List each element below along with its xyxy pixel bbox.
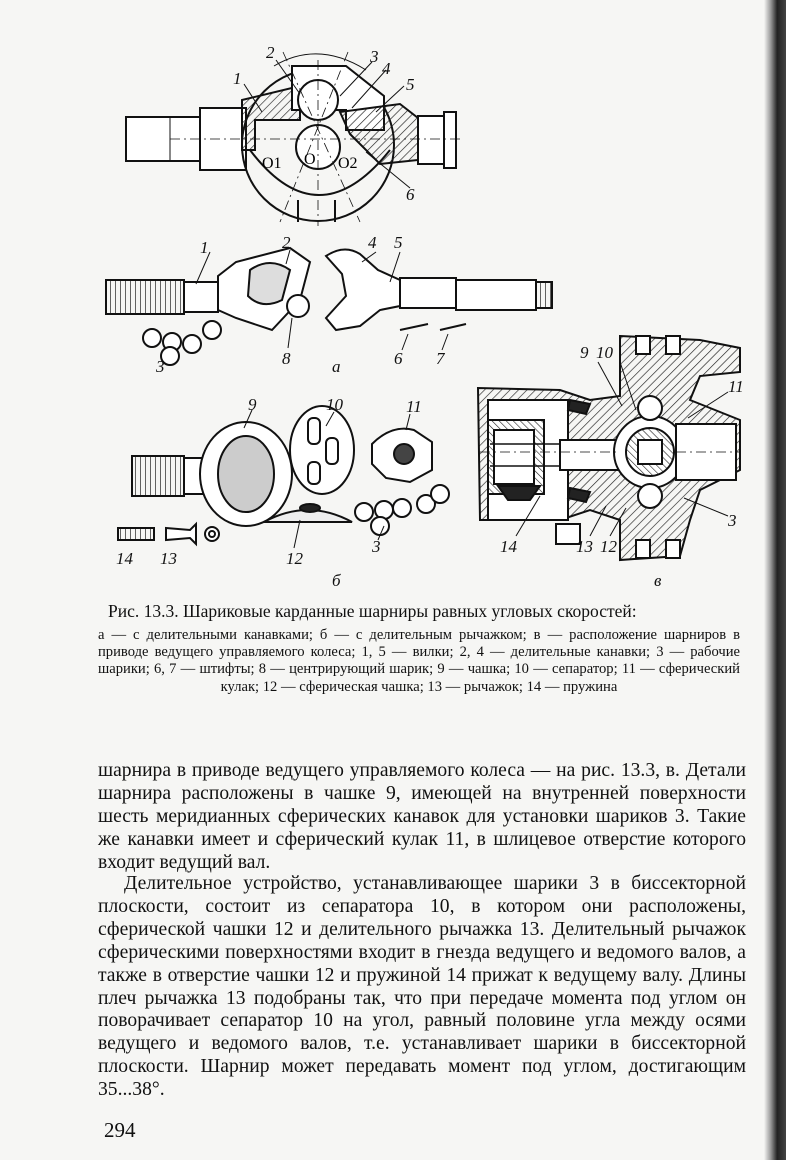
label-a-4: 4 (368, 233, 377, 252)
figure-caption-title: Рис. 13.3. Шариковые карданные шарниры равных угловых скоростей: (108, 601, 637, 621)
sublabel-b: б (332, 571, 341, 590)
label-a-6: 6 (394, 349, 403, 368)
label-a-1: 1 (200, 238, 209, 257)
figure-a-exploded (106, 248, 552, 365)
label-top-6: 6 (406, 185, 415, 204)
label-v-10: 10 (596, 343, 613, 362)
page-number: 294 (104, 1118, 136, 1142)
figure-caption-legend: а — с делительными канавками; б — с делительным рычажком; в — расположение шарниров в приводе ведущего управляемого колеса; 1, 5 — вилки; 2, 4 — делительные канавки; 3 — рабочие шарики; 6, 7 — штифты; 8 — центрирующий шарик; 9 — чашка; 10 — сепаратор; 11 — сферический кулак; 12 — сферическая чашка; 13 — рычажок; 14 — пружина (98, 627, 740, 695)
label-a-3: 3 (156, 357, 165, 376)
figure-b-exploded (118, 406, 449, 548)
label-v-9: 9 (580, 343, 589, 362)
label-v-14: 14 (500, 537, 517, 556)
label-b-11: 11 (406, 397, 422, 416)
label-v-3: 3 (728, 511, 737, 530)
label-b-3: 3 (372, 537, 381, 556)
label-v-11: 11 (728, 377, 744, 396)
label-b-13: 13 (160, 549, 177, 568)
label-b-14: 14 (116, 549, 133, 568)
paragraph-2: Делительное устройство, устанавливающее шарики 3 в биссекторной плоскости, состоит из сепаратора 10, в котором они расположены, сферической чашки 12 и делительного рычажка 13. Делительный рычажок сферическими поверхностями входит в гнезда ведущего и ведомого валов, а также в отверстие чашки 12 и пружиной 14 прижат к ведущему валу. Длины плеч рычажка 13 подобраны так, что при передаче момента под углом он поворачивает сепаратор 10 на угол, равный половине угла между осями ведущего и ведомого валов, т.е. устанавливает шарики в биссекторной плоскости. Шарнир может передавать момент под углом, достигающим 35...38°. (98, 873, 746, 1101)
label-center-o1: O1 (262, 155, 282, 172)
label-top-1: 1 (233, 69, 242, 88)
paragraph-1: шарнира в приводе ведущего управляемого колеса — на рис. 13.3, в. Детали шарнира расположены в чашке 9, имеющей на внутренней поверхности шесть меридианных сферических канавок для установки шариков 3. Такие же канавки имеет и сферический кулак 11, в шлицевое отверстие которого входит ведущий вал. (98, 760, 746, 873)
label-center-o: O (304, 151, 316, 168)
label-b-9: 9 (248, 395, 257, 414)
label-a-2: 2 (282, 233, 291, 252)
label-center-o2: O2 (338, 155, 358, 172)
sublabel-v: в (654, 571, 662, 590)
label-v-13: 13 (576, 537, 593, 556)
label-b-10: 10 (326, 395, 343, 414)
label-top-4: 4 (382, 59, 391, 78)
label-top-2: 2 (266, 43, 275, 62)
sublabel-a: а (332, 357, 341, 376)
label-top-3: 3 (370, 47, 379, 66)
figure-v-assembly (478, 336, 740, 560)
label-a-7: 7 (436, 349, 445, 368)
label-v-12: 12 (600, 537, 617, 556)
label-top-5: 5 (406, 75, 415, 94)
label-a-5: 5 (394, 233, 403, 252)
label-b-12: 12 (286, 549, 303, 568)
label-a-8: 8 (282, 349, 291, 368)
